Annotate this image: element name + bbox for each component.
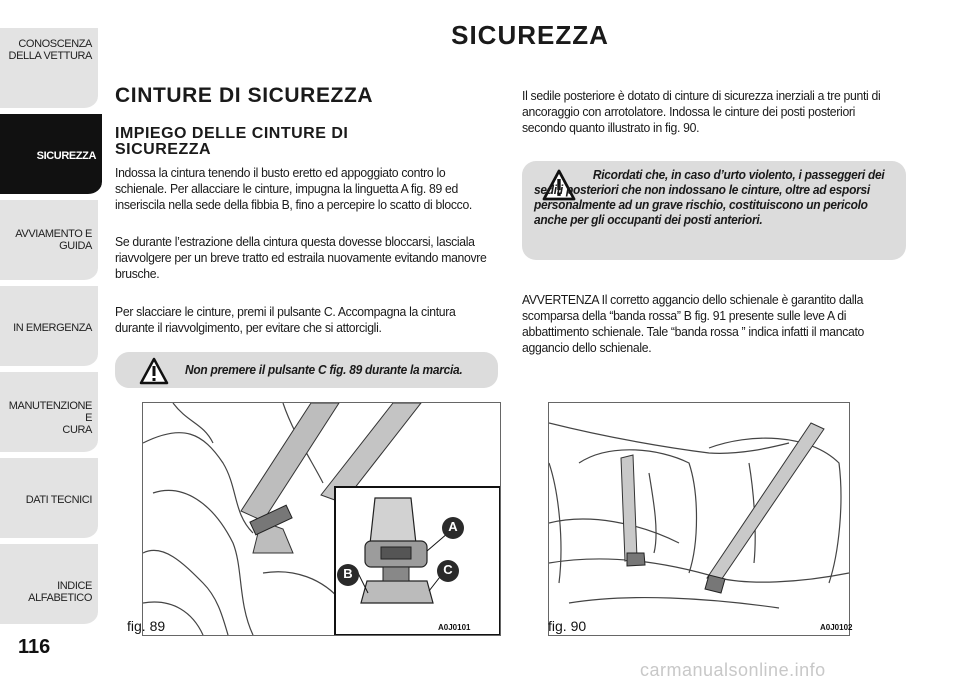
tab-in-emergenza[interactable] xyxy=(0,286,98,368)
figure-90 xyxy=(548,402,853,636)
tab-label: CONOSCENZA xyxy=(18,38,92,50)
figure-90-caption: fig. 90 xyxy=(548,618,587,634)
warning-text: Non premere il pulsante C fig. 89 durante la marcia. xyxy=(185,362,463,377)
tab-avviamento-guida[interactable] xyxy=(0,200,98,282)
paragraph: Indossa la cintura tenendo il busto eretto ed appoggiato contro lo schienale. Per allacciare le cinture, impugna la linguetta A fig. 89 ed inseriscila nella sede della fibbia B, fino a percepire lo scatto di blocco. xyxy=(115,165,473,212)
tab-label: INDICE ALFABETICO xyxy=(28,580,92,604)
paragraph: AVVERTENZA Il corretto aggancio dello schienale è garantito dalla scomparsa della “banda rossa” B fig. 91 presente sulle leve A di abbattimento schienale. Tale “banda rossa ” indica infatti il mancato aggancio dello schienale. xyxy=(522,292,865,355)
label-c: C xyxy=(443,562,453,577)
tab-indice-alfabetico[interactable] xyxy=(0,544,98,626)
tab-label: AVVIAMENTO E xyxy=(15,228,92,240)
rear-seat-belts-illustration xyxy=(549,403,849,635)
figure-89-caption: fig. 89 xyxy=(127,618,166,634)
tab-label: CURA xyxy=(62,424,92,436)
warning-text: Ricordati che, in caso d’urto violento, i passeggeri dei sedili posteriori che non indossano le cinture, oltre ad esporsi personalmente ad un grave rischio, costituiscono un pericolo anche per gli occupanti dei posti anteriori. xyxy=(534,167,885,227)
paragraph: Se durante l’estrazione della cintura questa dovesse bloccarsi, lasciala riavvolgere per un breve tratto ed estraila nuovamente evitando manovre brusche. xyxy=(115,234,487,281)
label-a: A xyxy=(448,519,458,534)
warning-triangle-icon xyxy=(139,357,169,385)
figure-89-code: A0J0101 xyxy=(438,623,471,632)
figure-90-code: A0J0102 xyxy=(820,623,853,632)
tab-label: DATI TECNICI xyxy=(25,494,92,506)
warning-box xyxy=(522,161,906,260)
tab-label: DELLA VETTURA xyxy=(8,50,92,62)
tab-label: SICUREZZA xyxy=(36,150,96,162)
page-number: 116 xyxy=(18,636,51,658)
paragraph: Per slacciare le cinture, premi il pulsante C. Accompagna la cintura durante il riavvolgimento, per evitare che si attorcigli. xyxy=(115,304,456,335)
page-title: SICUREZZA xyxy=(451,20,609,50)
section-title: CINTURE DI SICUREZZA xyxy=(115,84,374,107)
tab-manutenzione-cura[interactable] xyxy=(0,372,98,454)
warning-box xyxy=(115,352,498,388)
subsection-title: IMPIEGO DELLE CINTURE DI SICUREZZA xyxy=(115,125,349,158)
label-b: B xyxy=(343,566,353,581)
tab-label: IN EMERGENZA xyxy=(13,322,92,334)
watermark: carmanualsonline.info xyxy=(640,660,826,680)
paragraph: Il sedile posteriore è dotato di cinture di sicurezza inerziali a tre punti di ancoraggio con arrotolatore. Indossa le cinture dei posti posteriori secondo quanto illustrato in fig. 90. xyxy=(522,88,881,135)
tab-label: MANUTENZIONE E xyxy=(8,400,92,424)
figure-89 xyxy=(142,402,501,636)
tab-sicurezza[interactable] xyxy=(0,114,102,196)
tab-dati-tecnici[interactable] xyxy=(0,458,98,540)
tab-label: GUIDA xyxy=(59,240,92,252)
